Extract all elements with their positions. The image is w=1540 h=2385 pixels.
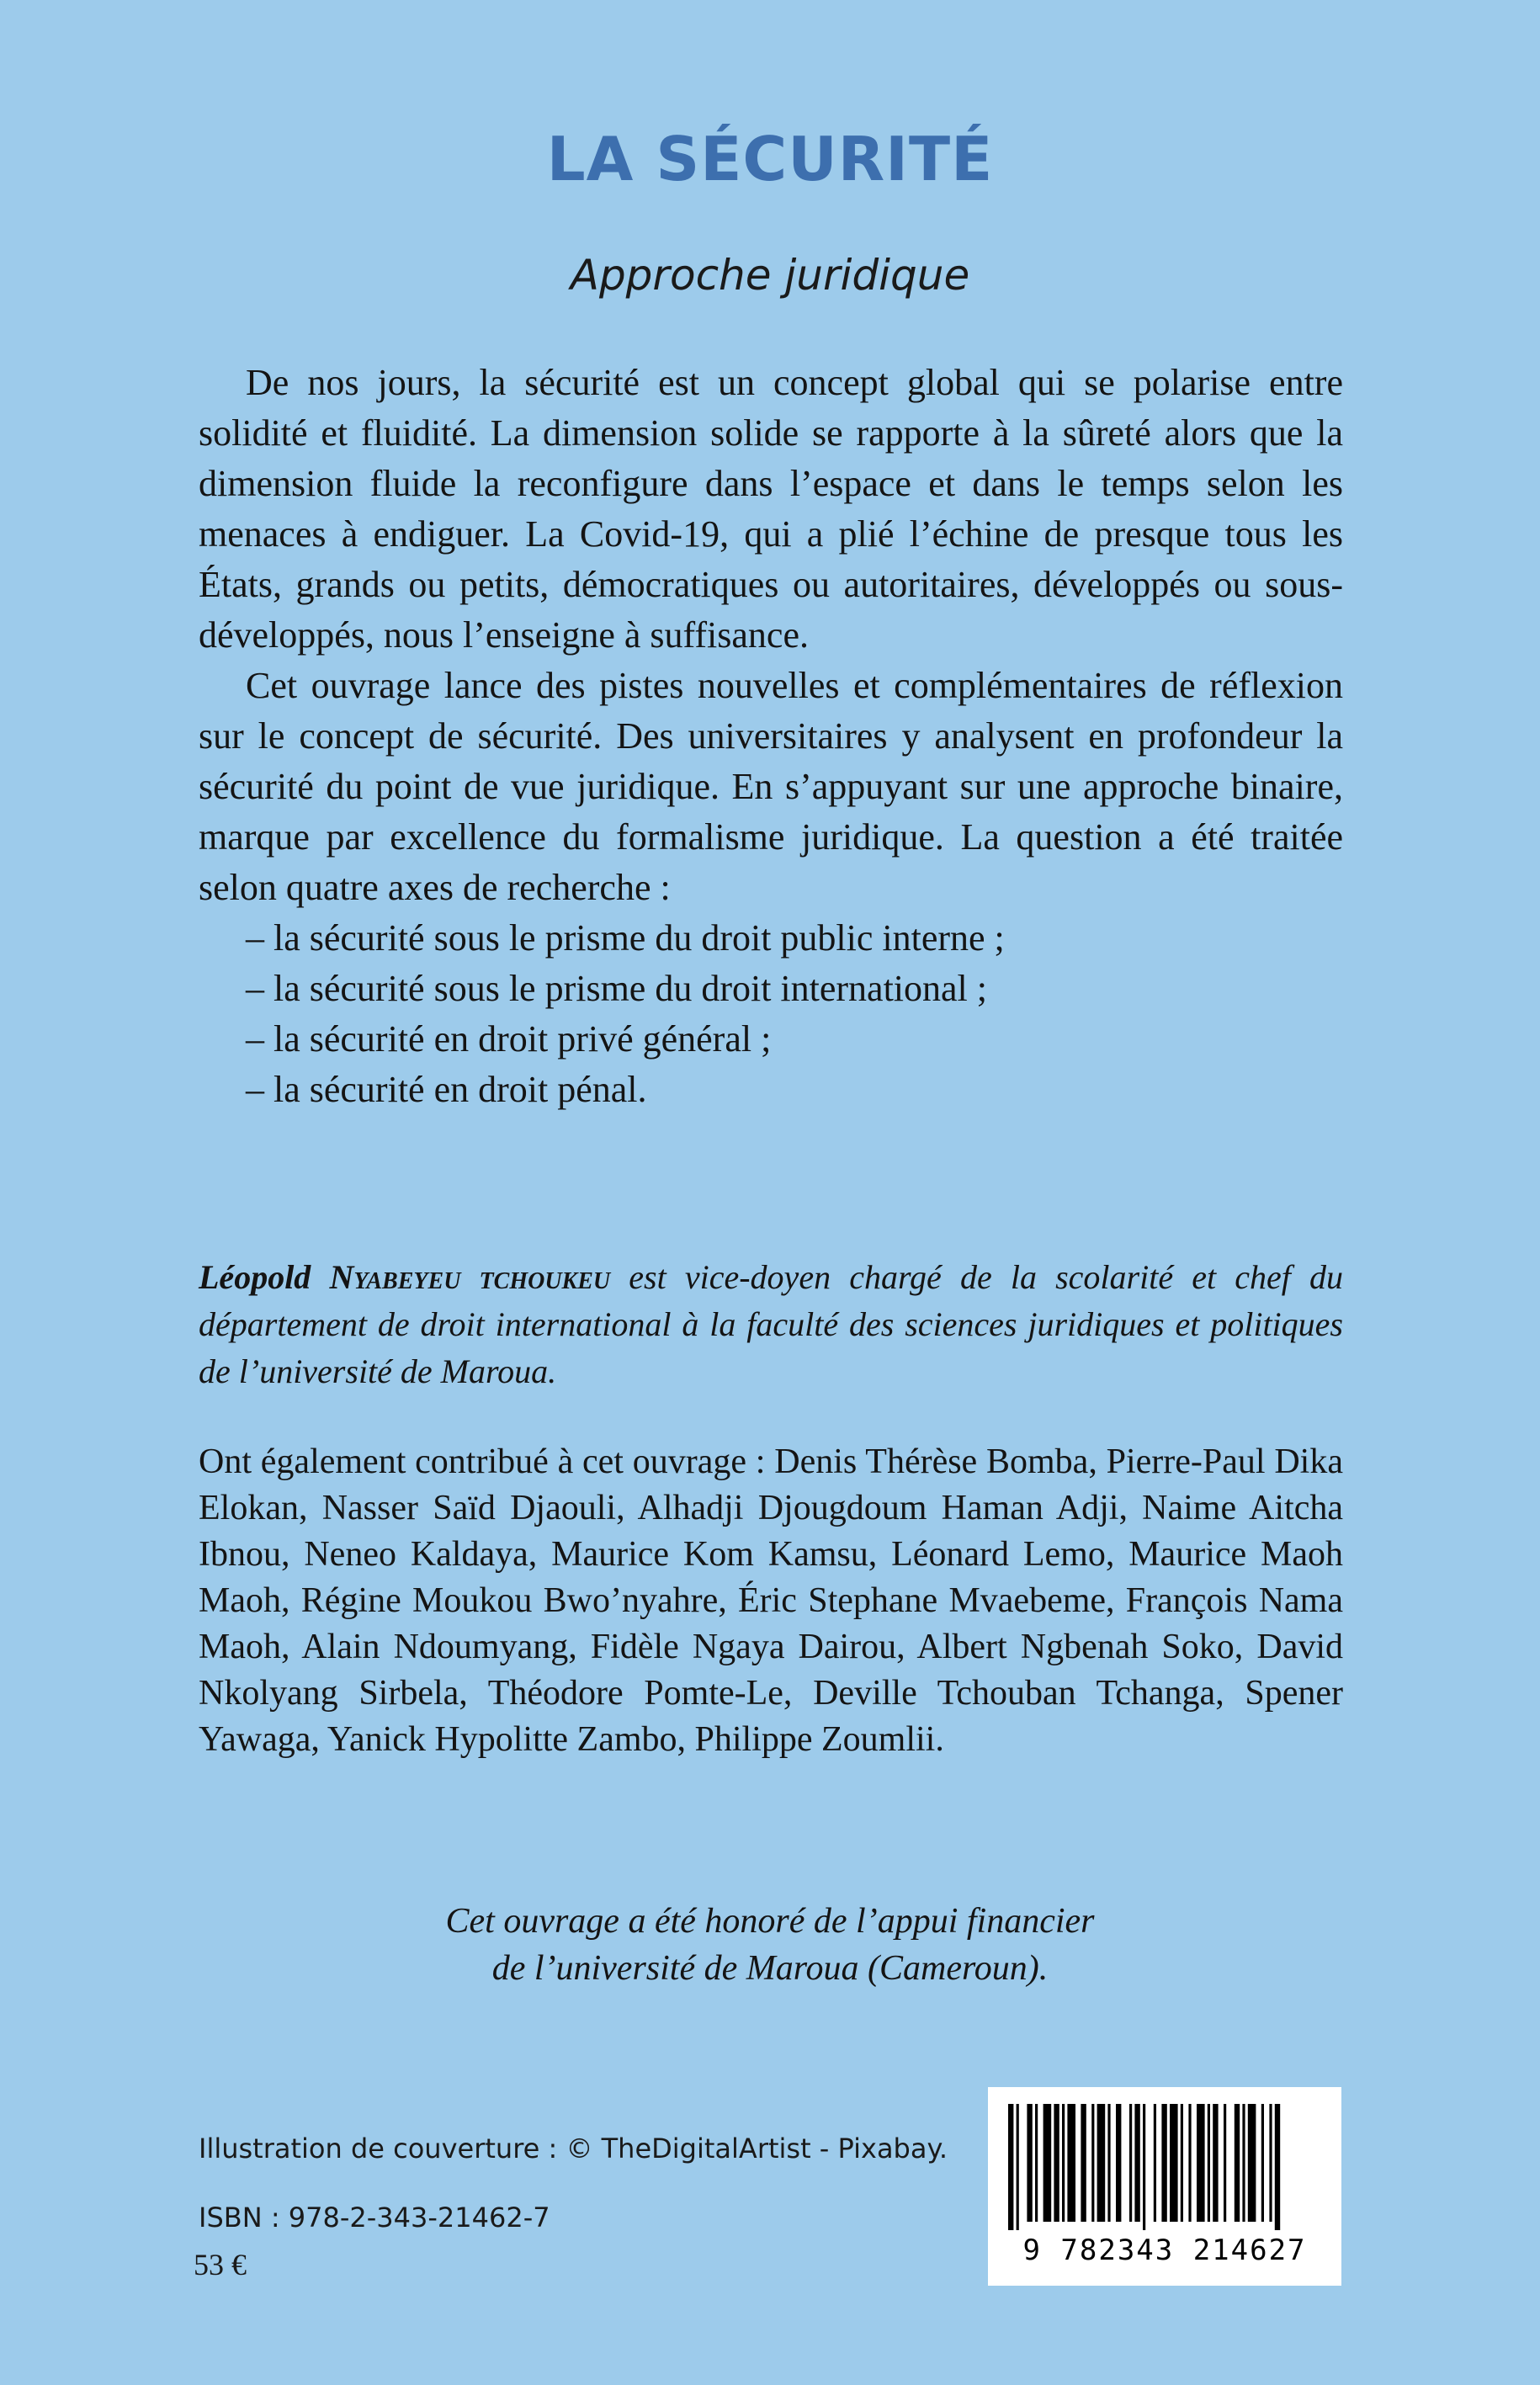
barcode-bar: [1035, 2104, 1038, 2222]
barcode-bars: [1001, 2104, 1328, 2230]
barcode-digits: 9 782343 214627: [1022, 2234, 1307, 2267]
research-axis-item: – la sécurité en droit pénal.: [246, 1069, 647, 1110]
author-first-name: Léopold: [199, 1258, 311, 1296]
barcode-bar: [1054, 2104, 1059, 2222]
barcode-bar: [1091, 2104, 1094, 2222]
barcode-bar: [1107, 2104, 1110, 2222]
blurb-paragraph: Cet ouvrage lance des pistes nouvelles et complémentaires de réflexion sur le concept de sécurité. Des universitaires y analysent en profondeur la sécurité du point de vue juridique. En s’appuyant sur une approche binaire, marque par excellence du formalisme juridique. La question a été traitée selon quatre axes de recherche :: [199, 665, 1343, 908]
barcode-bar: [1134, 2104, 1139, 2222]
barcode-bar: [1170, 2104, 1178, 2222]
funding-line: Cet ouvrage a été honoré de l’appui financier: [445, 1902, 1095, 1941]
barcode-bar: [1275, 2104, 1280, 2230]
blurb: [199, 358, 1343, 1115]
barcode-bar: [1261, 2104, 1264, 2222]
barcode-bar: [1161, 2104, 1166, 2222]
book-title: LA SÉCURITÉ: [546, 124, 994, 194]
barcode-bar: [1208, 2104, 1210, 2222]
illustration-credit: Illustration de couverture : © TheDigitalArtist - Pixabay.: [199, 2133, 948, 2165]
author-last-name: Nyabeyeu tchoukeu: [329, 1258, 611, 1296]
barcode-bar: [1027, 2104, 1032, 2222]
isbn: ISBN : 978-2-343-21462-7: [199, 2202, 550, 2234]
contributors-list: Ont également contribué à cet ouvrage : Denis Thérèse Bomba, Pierre-Paul Dika Elokan, Nasser Saïd Djaouli, Alhadji Djougdoum Haman Adji, Naime Aitcha Ibnou, Neneo Kaldaya, Maurice Kom Kamsu, Léonard Lemo, Maurice Maoh Maoh, Régine Moukou Bwo’nyahre, Éric Stephane Mvaebeme, François Nama Maoh, Alain Ndoumyang, Fidèle Ngaya Dairou, Albert Ngbenah Soko, David Nkolyang Sirbela, Théodore Pomte-Le, Deville Tchouban Tchanga, Spener Yawaga, Yanick Hypolitte Zambo, Philippe Zoumlii.: [199, 1442, 1343, 1759]
research-axis-item: – la sécurité sous le prisme du droit international ;: [246, 968, 988, 1009]
barcode-bar: [1097, 2104, 1106, 2222]
barcode-bar: [1224, 2104, 1226, 2222]
barcode-bar: [1188, 2104, 1191, 2222]
barcode-bar: [1017, 2104, 1019, 2230]
research-axis-item: – la sécurité en droit privé général ;: [246, 1018, 772, 1060]
price: 53 €: [194, 2248, 247, 2281]
barcode-bar: [1062, 2104, 1065, 2222]
barcode-bar: [1269, 2104, 1272, 2222]
funding-line: de l’université de Maroua (Cameroun).: [491, 1949, 1049, 1988]
barcode-bar: [1116, 2104, 1121, 2222]
book-subtitle: Approche juridique: [570, 251, 970, 300]
barcode-bar: [1129, 2104, 1132, 2222]
research-axes-list: [199, 913, 1343, 1115]
barcode-bar: [1235, 2104, 1240, 2222]
barcode-bar: [1181, 2104, 1183, 2222]
barcode-bar: [1081, 2104, 1086, 2222]
barcode-bar: [1008, 2104, 1013, 2230]
barcode-bar: [1213, 2104, 1218, 2222]
barcode-bar: [1043, 2104, 1052, 2222]
research-axis-item: – la sécurité sous le prisme du droit public interne ;: [246, 917, 1005, 959]
barcode-bar: [1143, 2104, 1145, 2230]
barcode: [988, 2087, 1341, 2286]
barcode-bar: [1242, 2104, 1245, 2222]
funding-note: [0, 1898, 1540, 1992]
author-bio: [199, 1254, 1343, 1395]
blurb-paragraph: De nos jours, la sécurité est un concept global qui se polarise entre solidité et fluidité. La dimension solide se rapporte à la sûreté alors que la dimension fluide la reconfigure dans l’espace et dans le temps selon les menaces à endiguer. La Covid-19, qui a plié l’échine de presque tous les États, grands ou petits, démocratiques ou autoritaires, développés ou sous-développés, nous l’enseigne à suffisance.: [199, 362, 1343, 656]
barcode-bar: [1067, 2104, 1075, 2222]
barcode-bar: [1197, 2104, 1205, 2222]
barcode-bar: [1154, 2104, 1156, 2222]
barcode-bar: [1248, 2104, 1256, 2222]
author-bio-text: est vice-doyen chargé de la scolarité et chef du département de droit international à la faculté des sciences juridiques et politiques de l’université de Maroua.: [199, 1258, 1344, 1390]
